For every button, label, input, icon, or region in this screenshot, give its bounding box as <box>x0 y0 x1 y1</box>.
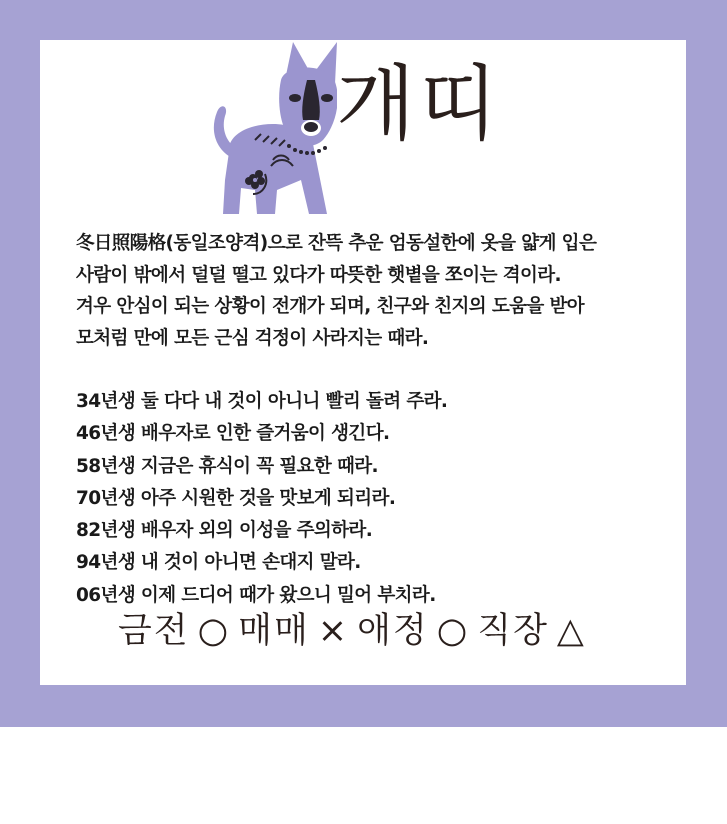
rating-mark-work: △ <box>556 611 584 651</box>
rating-category-trade: 매매 <box>238 611 310 651</box>
intro-line: 冬日照陽格(동일조양격)으로 잔뜩 추운 엄동설한에 옷을 얇게 입은 <box>76 233 597 254</box>
fortune-card <box>40 40 686 685</box>
birth-year-item: 46년생 배우자로 인한 즐거움이 생긴다. <box>76 423 390 445</box>
rating-mark-money: ○ <box>197 611 229 651</box>
fortune-ratings <box>118 611 594 651</box>
birth-year-item: 94년생 내 것이 아니면 손대지 말라. <box>76 552 361 574</box>
rating-mark-love: ○ <box>436 611 468 651</box>
dog-illustration-icon <box>177 40 337 214</box>
birth-year-item: 70년생 아주 시원한 것을 맛보게 되리라. <box>76 487 396 509</box>
intro-line: 사람이 밖에서 덜덜 떨고 있다가 따뜻한 햇볕을 쪼이는 격이라. <box>76 264 561 286</box>
intro-paragraph <box>76 228 676 354</box>
rating-category-work: 직장 <box>477 611 549 651</box>
intro-line: 모처럼 만에 모든 근심 걱정이 사라지는 때라. <box>76 327 429 349</box>
birth-year-item: 82년생 배우자 외의 이성을 주의하라. <box>76 520 373 542</box>
rating-category-love: 애정 <box>357 611 429 651</box>
birth-year-item: 06년생 이제 드디어 때가 왔으니 밀어 부치라. <box>76 584 436 606</box>
birth-year-item: 34년생 둘 다다 내 것이 아니니 빨리 돌려 주라. <box>76 391 448 412</box>
rating-mark-trade: × <box>317 611 348 651</box>
rating-category-money: 금전 <box>118 611 190 651</box>
intro-line: 겨우 안심이 되는 상황이 전개가 되며, 친구와 친지의 도움을 받아 <box>76 296 585 317</box>
zodiac-title: 개띠 <box>336 57 503 152</box>
birth-year-list <box>76 386 676 612</box>
birth-year-item: 58년생 지금은 휴식이 꼭 필요한 때라. <box>76 455 378 477</box>
